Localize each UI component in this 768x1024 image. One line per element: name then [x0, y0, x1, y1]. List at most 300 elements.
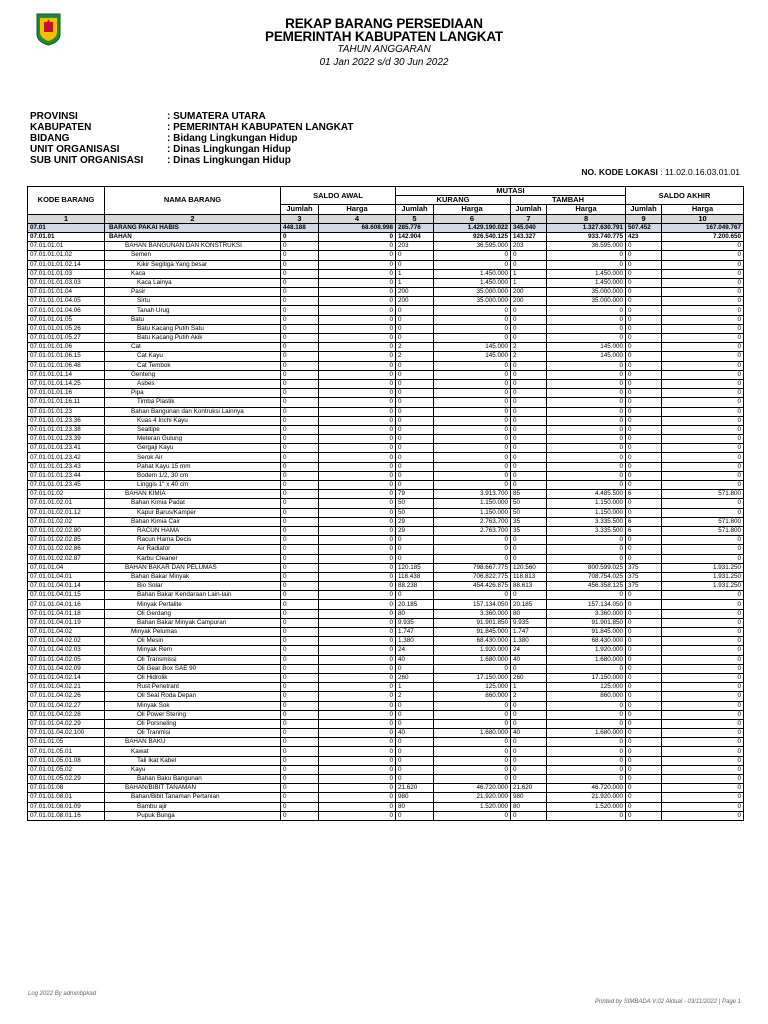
cell-harga: 0 — [434, 719, 511, 728]
cell-jumlah: 0 — [626, 334, 662, 343]
cell-harga: 0 — [319, 582, 396, 591]
cell-harga: 0 — [662, 784, 744, 793]
cell-harga: 0 — [434, 481, 511, 490]
cell-jumlah: 375 — [626, 563, 662, 572]
cell-jumlah: 980 — [511, 793, 547, 802]
cell-harga: 0 — [547, 664, 626, 673]
cell-jumlah: 0 — [626, 288, 662, 297]
cell-harga: 91.845.000 — [434, 628, 511, 637]
cell-nama-barang: BAHAN KIMIA — [105, 490, 281, 499]
cell-jumlah: 0 — [281, 352, 319, 361]
cell-kode-barang: 07.01.01.05.01.08 — [28, 756, 105, 765]
cell-jumlah: 0 — [511, 416, 547, 425]
cell-kode-barang: 07.01.01.01.23.36 — [28, 416, 105, 425]
cell-jumlah: 0 — [281, 297, 319, 306]
cell-harga: 1.150.000 — [547, 508, 626, 517]
table-row — [28, 591, 744, 600]
org-info-block — [30, 111, 353, 166]
cell-jumlah: 0 — [281, 379, 319, 388]
table-row — [28, 223, 744, 232]
cell-jumlah: 21.620 — [396, 784, 434, 793]
cell-harga: 0 — [662, 545, 744, 554]
column-number: 4 — [319, 214, 396, 223]
cell-harga: 0 — [662, 738, 744, 747]
cell-harga: 17.150.000 — [547, 673, 626, 682]
cell-nama-barang: Cat — [105, 343, 281, 352]
cell-jumlah: 0 — [511, 756, 547, 765]
cell-jumlah: 0 — [396, 334, 434, 343]
cell-jumlah: 200 — [396, 297, 434, 306]
cell-kode-barang: 07.01.01.04.02.05 — [28, 655, 105, 664]
cell-nama-barang: BAHAN BANGUNAN DAN KONSTRUKSI — [105, 242, 281, 251]
cell-jumlah: 50 — [511, 508, 547, 517]
cell-jumlah: 0 — [281, 719, 319, 728]
cell-jumlah: 0 — [396, 701, 434, 710]
cell-jumlah: 1 — [511, 278, 547, 287]
cell-jumlah: 0 — [281, 701, 319, 710]
cell-jumlah: 0 — [511, 370, 547, 379]
cell-harga: 0 — [662, 370, 744, 379]
cell-harga: 0 — [319, 306, 396, 315]
cell-harga: 0 — [319, 517, 396, 526]
cell-jumlah: 0 — [626, 545, 662, 554]
cell-jumlah: 0 — [281, 692, 319, 701]
cell-jumlah: 0 — [511, 324, 547, 333]
cell-harga: 0 — [434, 747, 511, 756]
info-row — [30, 144, 353, 155]
cell-harga: 926.540.125 — [434, 232, 511, 241]
cell-harga: 0 — [319, 609, 396, 618]
cell-nama-barang: BAHAN BAKU — [105, 738, 281, 747]
cell-kode-barang: 07.01.01.02.02.86 — [28, 545, 105, 554]
cell-jumlah: 0 — [281, 343, 319, 352]
cell-jumlah: 0 — [281, 260, 319, 269]
cell-kode-barang: 07.01 — [28, 223, 105, 232]
cell-kode-barang: 07.01.01.04.02 — [28, 628, 105, 637]
cell-harga: 0 — [319, 692, 396, 701]
cell-nama-barang: Oli Hidrolik — [105, 673, 281, 682]
cell-kode-barang: 07.01.01.01.23.41 — [28, 444, 105, 453]
cell-jumlah: 0 — [626, 435, 662, 444]
cell-jumlah: 0 — [626, 499, 662, 508]
table-row — [28, 664, 744, 673]
table-row — [28, 232, 744, 241]
table-row — [28, 637, 744, 646]
cell-jumlah: 0 — [626, 628, 662, 637]
cell-harga: 0 — [319, 536, 396, 545]
cell-jumlah: 200 — [511, 297, 547, 306]
cell-jumlah: 24 — [511, 646, 547, 655]
cell-nama-barang: Bambu ajir — [105, 802, 281, 811]
cell-jumlah: 80 — [511, 609, 547, 618]
info-label: BIDANG — [30, 133, 70, 144]
cell-jumlah: 2 — [396, 343, 434, 352]
cell-nama-barang: RACUN HAMA — [105, 526, 281, 535]
table-row — [28, 793, 744, 802]
cell-jumlah: 0 — [626, 315, 662, 324]
cell-jumlah: 88.238 — [396, 582, 434, 591]
cell-harga: 454.426.875 — [434, 582, 511, 591]
cell-nama-barang: Sirtu — [105, 297, 281, 306]
cell-jumlah: 40 — [511, 655, 547, 664]
cell-jumlah: 0 — [626, 260, 662, 269]
cell-nama-barang: Batu Kacang Putih Satu — [105, 324, 281, 333]
cell-harga: 0 — [434, 416, 511, 425]
table-row — [28, 609, 744, 618]
cell-jumlah: 0 — [281, 416, 319, 425]
cell-harga: 1.327.630.791 — [547, 223, 626, 232]
table-row — [28, 655, 744, 664]
table-row — [28, 563, 744, 572]
cell-harga: 0 — [547, 260, 626, 269]
cell-harga: 0 — [434, 435, 511, 444]
cell-kode-barang: 07.01.01.04.02.03 — [28, 646, 105, 655]
cell-jumlah: 0 — [281, 683, 319, 692]
info-value: : PEMERINTAH KABUPATEN LANGKAT — [167, 122, 354, 133]
table-row — [28, 775, 744, 784]
cell-jumlah: 0 — [396, 738, 434, 747]
cell-jumlah: 0 — [281, 673, 319, 682]
cell-harga: 0 — [319, 701, 396, 710]
cell-kode-barang: 07.01.01.04.02.28 — [28, 710, 105, 719]
cell-harga: 0 — [434, 701, 511, 710]
cell-harga: 1.931.250 — [662, 582, 744, 591]
cell-kode-barang: 07.01.01.04.02.14 — [28, 673, 105, 682]
table-row — [28, 499, 744, 508]
cell-kode-barang: 07.01.01.04.02.21 — [28, 683, 105, 692]
cell-jumlah: 0 — [281, 269, 319, 278]
cell-harga: 0 — [434, 315, 511, 324]
cell-kode-barang: 07.01.01 — [28, 232, 105, 241]
cell-nama-barang: Oli Mesin — [105, 637, 281, 646]
cell-jumlah: 0 — [626, 609, 662, 618]
cell-harga: 68.430.000 — [434, 637, 511, 646]
cell-harga: 91.845.000 — [547, 628, 626, 637]
header-jumlah: Jumlah — [511, 205, 547, 214]
cell-jumlah: 0 — [626, 444, 662, 453]
cell-harga: 0 — [662, 306, 744, 315]
cell-harga: 35.000.000 — [547, 288, 626, 297]
cell-jumlah: 0 — [396, 747, 434, 756]
table-row — [28, 379, 744, 388]
cell-kode-barang: 07.01.01.01.04.06 — [28, 306, 105, 315]
cell-jumlah: 118.813 — [511, 572, 547, 581]
cell-jumlah: 0 — [396, 379, 434, 388]
cell-jumlah: 40 — [396, 729, 434, 738]
cell-kode-barang: 07.01.01.04.02.02 — [28, 637, 105, 646]
cell-harga: 0 — [662, 361, 744, 370]
cell-jumlah: 0 — [626, 710, 662, 719]
cell-jumlah: 0 — [281, 811, 319, 820]
cell-harga: 145.000 — [547, 343, 626, 352]
cell-kode-barang: 07.01.01.02.02.87 — [28, 554, 105, 563]
cell-jumlah: 6 — [626, 490, 662, 499]
cell-jumlah: 375 — [626, 582, 662, 591]
cell-jumlah: 0 — [281, 389, 319, 398]
cell-nama-barang: Bahan/Bibit Tanaman Pertanian — [105, 793, 281, 802]
cell-harga: 1.680.000 — [434, 655, 511, 664]
cell-jumlah: 0 — [626, 389, 662, 398]
table-row — [28, 628, 744, 637]
table-row — [28, 490, 744, 499]
cell-kode-barang: 07.01.01.04.01.16 — [28, 600, 105, 609]
cell-jumlah: 143.327 — [511, 232, 547, 241]
table-row — [28, 251, 744, 260]
cell-jumlah: 0 — [281, 710, 319, 719]
cell-kode-barang: 07.01.01.02.01 — [28, 499, 105, 508]
cell-harga: 0 — [547, 435, 626, 444]
cell-harga: 0 — [662, 462, 744, 471]
cell-harga: 0 — [319, 765, 396, 774]
cell-harga: 0 — [434, 306, 511, 315]
cell-jumlah: 80 — [396, 609, 434, 618]
cell-harga: 0 — [662, 389, 744, 398]
table-row — [28, 545, 744, 554]
cell-jumlah: 0 — [511, 260, 547, 269]
cell-nama-barang: Meteran Gulung — [105, 435, 281, 444]
cell-jumlah: 0 — [626, 646, 662, 655]
cell-harga: 0 — [319, 775, 396, 784]
cell-nama-barang: Minyak Pertalite — [105, 600, 281, 609]
cell-harga: 0 — [434, 370, 511, 379]
cell-jumlah: 1.380 — [511, 637, 547, 646]
cell-jumlah: 35 — [511, 526, 547, 535]
cell-jumlah: 0 — [281, 334, 319, 343]
info-value: : Dinas Lingkungan Hidup — [167, 144, 291, 155]
cell-harga: 0 — [319, 398, 396, 407]
cell-jumlah: 0 — [626, 343, 662, 352]
cell-harga: 0 — [662, 536, 744, 545]
cell-jumlah: 203 — [511, 242, 547, 251]
cell-jumlah: 0 — [511, 775, 547, 784]
cell-harga: 1.931.250 — [662, 572, 744, 581]
report-org-title: PEMERINTAH KABUPATEN LANGKAT — [265, 29, 503, 44]
cell-harga: 0 — [319, 545, 396, 554]
cell-harga: 0 — [547, 471, 626, 480]
cell-harga: 0 — [662, 334, 744, 343]
cell-kode-barang: 07.01.01.04.02.29 — [28, 719, 105, 728]
cell-jumlah: 0 — [396, 425, 434, 434]
cell-jumlah: 0 — [281, 490, 319, 499]
cell-harga: 0 — [319, 251, 396, 260]
cell-harga: 0 — [547, 545, 626, 554]
cell-jumlah: 0 — [396, 389, 434, 398]
cell-harga: 1.680.000 — [547, 655, 626, 664]
cell-jumlah: 0 — [396, 407, 434, 416]
cell-harga: 0 — [662, 719, 744, 728]
cell-jumlah: 2 — [511, 343, 547, 352]
cell-kode-barang: 07.01.01.05.01 — [28, 747, 105, 756]
cell-jumlah: 0 — [396, 324, 434, 333]
cell-harga: 0 — [547, 444, 626, 453]
cell-harga: 0 — [434, 664, 511, 673]
cell-harga: 0 — [319, 572, 396, 581]
cell-jumlah: 0 — [511, 536, 547, 545]
header-jumlah: Jumlah — [396, 205, 434, 214]
report-period: 01 Jan 2022 s/d 30 Jun 2022 — [319, 57, 449, 68]
cell-jumlah: 142.904 — [396, 232, 434, 241]
cell-jumlah: 0 — [626, 591, 662, 600]
cell-nama-barang: Kaca — [105, 269, 281, 278]
column-number: 6 — [434, 214, 511, 223]
cell-jumlah: 50 — [396, 499, 434, 508]
cell-harga: 0 — [319, 499, 396, 508]
cell-kode-barang: 07.01.01.02.02.85 — [28, 536, 105, 545]
cell-jumlah: 6 — [626, 526, 662, 535]
cell-jumlah: 0 — [511, 591, 547, 600]
cell-jumlah: 0 — [281, 508, 319, 517]
column-number: 2 — [105, 214, 281, 223]
cell-harga: 0 — [319, 710, 396, 719]
cell-jumlah: 0 — [396, 444, 434, 453]
table-row — [28, 444, 744, 453]
cell-harga: 145.000 — [434, 343, 511, 352]
cell-harga: 0 — [319, 618, 396, 627]
cell-harga: 0 — [319, 297, 396, 306]
location-code — [581, 167, 740, 177]
header-harga: Harga — [434, 205, 511, 214]
cell-harga: 0 — [662, 416, 744, 425]
table-row — [28, 416, 744, 425]
cell-jumlah: 0 — [396, 756, 434, 765]
cell-harga: 0 — [319, 462, 396, 471]
cell-harga: 0 — [434, 591, 511, 600]
cell-kode-barang: 07.01.01.01.04.05 — [28, 297, 105, 306]
cell-nama-barang: Air Radiator — [105, 545, 281, 554]
cell-jumlah: 120.560 — [511, 563, 547, 572]
cell-harga: 0 — [319, 637, 396, 646]
cell-harga: 0 — [547, 251, 626, 260]
cell-jumlah: 0 — [511, 407, 547, 416]
cell-jumlah: 0 — [281, 582, 319, 591]
cell-jumlah: 0 — [626, 719, 662, 728]
cell-harga: 0 — [319, 664, 396, 673]
cell-harga: 17.150.000 — [434, 673, 511, 682]
cell-nama-barang: Oli Porsneling — [105, 719, 281, 728]
cell-harga: 0 — [547, 481, 626, 490]
cell-nama-barang: Gergaji Kayu — [105, 444, 281, 453]
info-value: : Bidang Lingkungan Hidup — [167, 133, 298, 144]
cell-harga: 0 — [319, 673, 396, 682]
cell-jumlah: 0 — [511, 481, 547, 490]
cell-jumlah: 0 — [511, 811, 547, 820]
table-row — [28, 747, 744, 756]
cell-jumlah: 0 — [626, 692, 662, 701]
cell-jumlah: 0 — [511, 471, 547, 480]
cell-jumlah: 0 — [626, 306, 662, 315]
cell-harga: 0 — [662, 242, 744, 251]
cell-jumlah: 0 — [396, 775, 434, 784]
cell-harga: 0 — [319, 343, 396, 352]
table-row — [28, 811, 744, 820]
cell-jumlah: 1 — [511, 683, 547, 692]
cell-harga: 0 — [319, 260, 396, 269]
cell-kode-barang: 07.01.01.04.02.100 — [28, 729, 105, 738]
cell-nama-barang: Minyak Pelumas — [105, 628, 281, 637]
cell-harga: 1.920.000 — [547, 646, 626, 655]
cell-jumlah: 0 — [511, 701, 547, 710]
table-row — [28, 710, 744, 719]
table-row — [28, 536, 744, 545]
info-label: PROVINSI — [30, 111, 78, 122]
cell-kode-barang: 07.01.01.04.01.15 — [28, 591, 105, 600]
cell-nama-barang: Oli Gear Box SAE 90 — [105, 664, 281, 673]
cell-jumlah: 0 — [281, 545, 319, 554]
cell-jumlah: 80 — [396, 802, 434, 811]
cell-kode-barang: 07.01.01.01.23.45 — [28, 481, 105, 490]
header-jumlah: Jumlah — [281, 205, 319, 214]
info-row — [30, 155, 353, 166]
cell-harga: 0 — [662, 554, 744, 563]
cell-harga: 1.931.250 — [662, 563, 744, 572]
cell-nama-barang: Oli Power Stering — [105, 710, 281, 719]
cell-jumlah: 29 — [396, 526, 434, 535]
cell-harga: 0 — [319, 352, 396, 361]
info-row — [30, 133, 353, 144]
cell-harga: 0 — [547, 425, 626, 434]
cell-jumlah: 260 — [396, 673, 434, 682]
cell-harga: 1.520.000 — [547, 802, 626, 811]
cell-harga: 0 — [547, 747, 626, 756]
cell-jumlah: 0 — [396, 811, 434, 820]
table-row — [28, 462, 744, 471]
header-jumlah: Jumlah — [626, 205, 662, 214]
cell-harga: 0 — [434, 251, 511, 260]
cell-harga: 0 — [319, 756, 396, 765]
cell-harga: 0 — [662, 692, 744, 701]
cell-jumlah: 0 — [626, 618, 662, 627]
cell-jumlah: 0 — [281, 481, 319, 490]
cell-harga: 0 — [434, 425, 511, 434]
cell-harga: 0 — [434, 453, 511, 462]
header-kurang: KURANG — [396, 196, 511, 205]
cell-harga: 2.763.700 — [434, 517, 511, 526]
cell-harga: 0 — [547, 315, 626, 324]
cell-jumlah: 0 — [281, 793, 319, 802]
cell-jumlah: 0 — [281, 517, 319, 526]
inventory-table-body — [28, 223, 744, 820]
cell-kode-barang: 07.01.01.04.01.14 — [28, 582, 105, 591]
cell-kode-barang: 07.01.01.04 — [28, 563, 105, 572]
cell-harga: 0 — [319, 334, 396, 343]
table-row — [28, 719, 744, 728]
report-header — [0, 18, 768, 69]
table-row — [28, 306, 744, 315]
cell-harga: 0 — [662, 618, 744, 627]
cell-jumlah: 80 — [511, 802, 547, 811]
cell-harga: 0 — [662, 260, 744, 269]
cell-harga: 0 — [662, 655, 744, 664]
cell-jumlah: 9.935 — [396, 618, 434, 627]
cell-harga: 0 — [319, 738, 396, 747]
cell-harga: 0 — [319, 655, 396, 664]
cell-jumlah: 0 — [281, 572, 319, 581]
cell-harga: 0 — [662, 379, 744, 388]
cell-jumlah: 0 — [626, 765, 662, 774]
cell-jumlah: 0 — [396, 664, 434, 673]
info-label: SUB UNIT ORGANISASI — [30, 155, 144, 166]
table-row — [28, 425, 744, 434]
column-number: 8 — [547, 214, 626, 223]
cell-jumlah: 0 — [396, 435, 434, 444]
table-row — [28, 435, 744, 444]
cell-jumlah: 0 — [281, 315, 319, 324]
cell-harga: 0 — [662, 453, 744, 462]
cell-harga: 0 — [547, 324, 626, 333]
cell-jumlah: 0 — [626, 793, 662, 802]
cell-harga: 3.913.700 — [434, 490, 511, 499]
cell-jumlah: 260 — [511, 673, 547, 682]
